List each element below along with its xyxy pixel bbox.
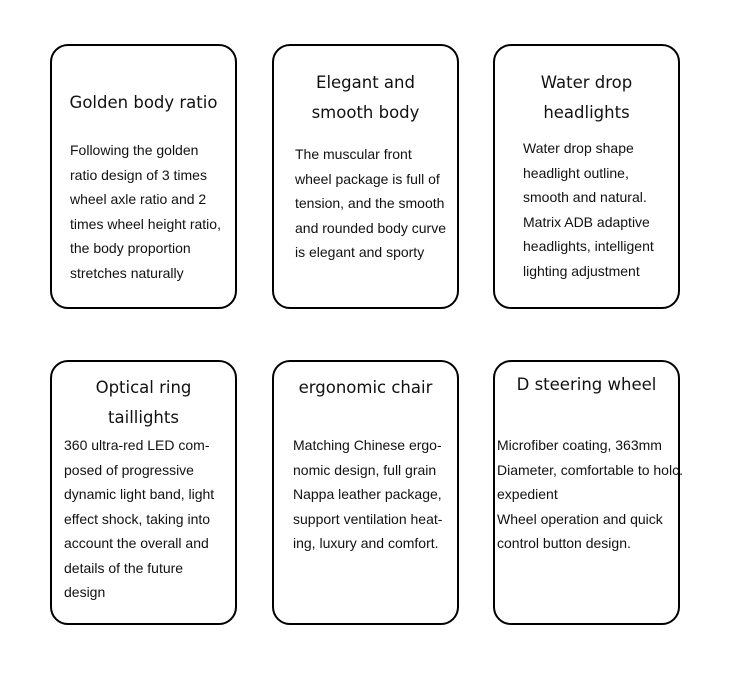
feature-card-d-steering-wheel [493,360,683,625]
card-description: The muscular front wheel package is full of tension, and the smooth and rounded body curve is elegant and sporty [295,146,446,260]
card-description: Following the golden ratio design of 3 times wheel axle ratio and 2 times wheel height ratio, the body proportion stretches naturally [70,142,221,281]
card-title: D steering wheel [516,375,657,394]
card-title: Water drop headlights [540,73,633,122]
feature-card-water-drop-headlights [493,44,680,309]
card-title: Optical ring taillights [95,378,192,427]
card-title: Golden body ratio [69,93,218,112]
card-title: ergonomic chair [298,378,433,397]
card-title: Elegant and smooth body [311,73,420,122]
card-description: Matching Chinese ergo- nomic design, full grain Nappa leather package, support ventilation heat- ing, luxury and comfort. [293,437,443,551]
feature-card-elegant-smooth-body [272,44,459,309]
card-description: Water drop shape headlight outline, smooth and natural. Matrix ADB adaptive headlights, intelligent lighting adjustment [523,140,654,279]
feature-card-ergonomic-chair [272,360,459,625]
feature-card-golden-body-ratio [50,44,237,309]
card-description: 360 ultra-red LED com- posed of progressive dynamic light band, light effect shock, taking into account the overall and details of the future design [64,437,215,600]
card-description: Microfiber coating, 363mm Diameter, comfortable to holc. expedient Wheel operation and quick control button design. [497,437,683,551]
feature-card-optical-ring-taillights [50,360,237,625]
